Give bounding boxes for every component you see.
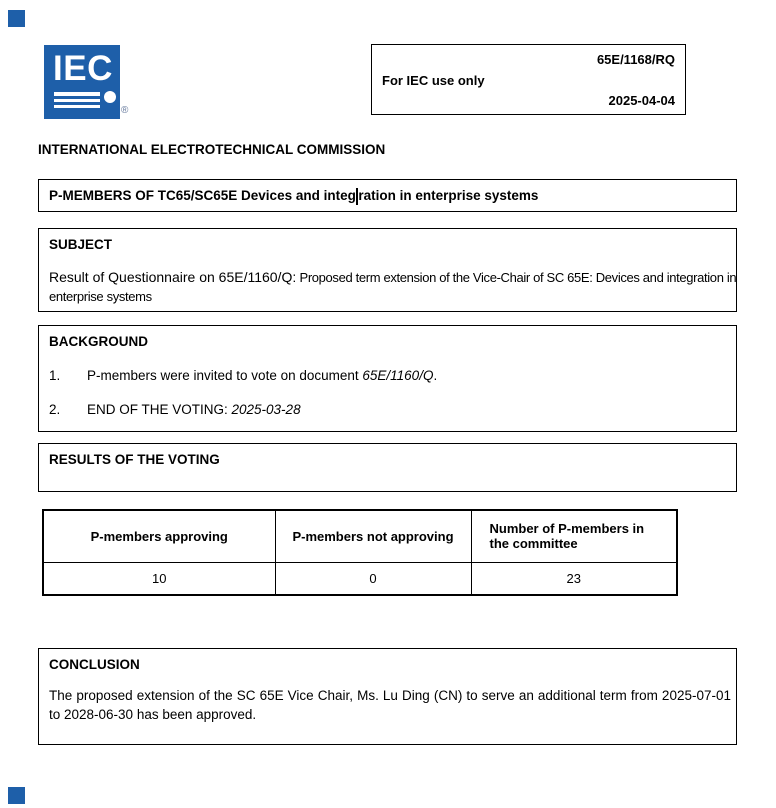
table-header-row [43, 510, 677, 562]
subject-text [49, 268, 739, 306]
table-header-not-approving: P-members not approving [275, 510, 471, 562]
value-committee-count: 23 [471, 562, 677, 595]
table-value-row [43, 562, 677, 595]
background-label: BACKGROUND [49, 334, 148, 349]
background-item-text [87, 368, 437, 383]
reference-box [371, 44, 686, 115]
addressee-title-before: P-MEMBERS OF TC65/SC65E Devices and integ [49, 188, 356, 203]
addressee-title [49, 188, 726, 203]
iec-logo-stripe [54, 99, 100, 102]
background-item-text-italic: 65E/1160/Q [362, 368, 434, 383]
iec-logo-text: IEC [53, 49, 113, 88]
conclusion-text: The proposed extension of the SC 65E Vice Chair, Ms. Lu Ding (CN) to serve an additional term from 2025-07-01 to 2028-06-30 has been approved. [49, 688, 731, 722]
voting-results-table [42, 509, 678, 596]
value-approving: 10 [43, 562, 275, 595]
background-item-text-suffix: . [433, 368, 438, 383]
addressee-box [38, 179, 737, 212]
table-header-committee-count: Number of P-members in the committee [471, 510, 677, 562]
subject-label: SUBJECT [49, 237, 113, 252]
registered-trademark-symbol: ® [121, 105, 129, 116]
results-label: RESULTS OF THE VOTING [49, 452, 220, 467]
list-number: 1. [49, 368, 61, 383]
corner-marker-bottom-left [8, 787, 25, 804]
iec-logo-dot [104, 91, 116, 103]
subject-text-main: Result of Questionnaire on 65E/1160/Q: [49, 269, 297, 285]
corner-marker-top-left [8, 10, 25, 27]
value-not-approving: 0 [275, 562, 471, 595]
document-number: 65E/1168/RQ [596, 52, 675, 67]
addressee-title-after: ration in enterprise systems [358, 188, 539, 203]
list-number: 2. [49, 402, 61, 417]
subject-text-detail: Proposed term extension of the Vice-Chair of SC 65E: Devices and integration in enterprise systems [49, 270, 737, 304]
document-date: 2025-04-04 [608, 93, 675, 108]
subject-box [38, 228, 737, 312]
conclusion-box [38, 648, 737, 745]
background-item-text-italic: 2025-03-28 [231, 402, 301, 417]
background-item [49, 368, 724, 383]
iec-logo-stripe [54, 105, 100, 108]
background-item-text [87, 402, 301, 417]
conclusion-label: CONCLUSION [49, 657, 140, 672]
background-item-text-plain: END OF THE VOTING: [87, 402, 232, 417]
background-box [38, 325, 737, 432]
iec-logo-stripe [54, 92, 100, 96]
table-header-approving: P-members approving [43, 510, 275, 562]
background-item [49, 402, 724, 417]
background-item-text-plain: P-members were invited to vote on document [87, 368, 363, 383]
page-title: INTERNATIONAL ELECTROTECHNICAL COMMISSION [38, 142, 386, 157]
results-box [38, 443, 737, 492]
use-note: For IEC use only [382, 72, 485, 88]
iec-logo [44, 45, 120, 119]
